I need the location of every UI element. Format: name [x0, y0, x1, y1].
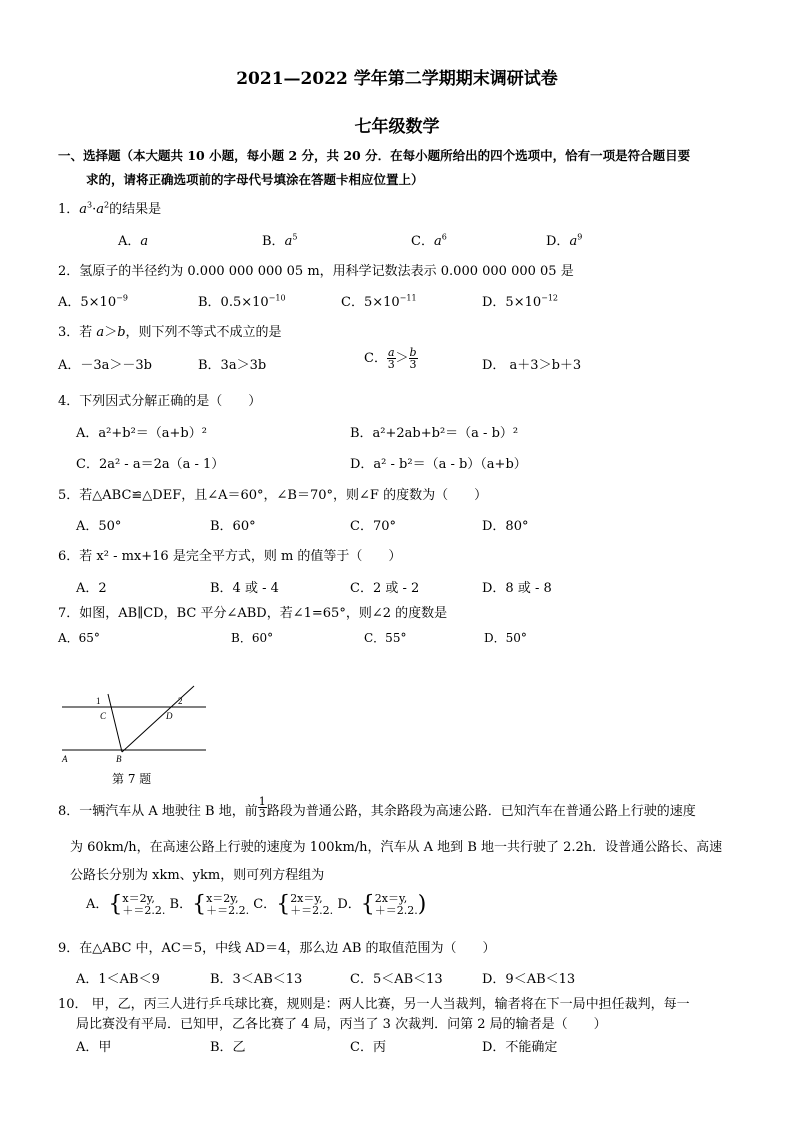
q4-option-d: D．a² - b²＝（a - b）（a+b）: [350, 457, 527, 472]
q2-option-d: D．$5\times 10^{-12}$: [482, 293, 559, 310]
q6-option-b: B．4 或 - 4: [210, 581, 279, 596]
q9-option-a: A．1＜AB＜9: [76, 972, 160, 987]
q8-line2: 为 60km/h，在高速公路上行驶的速度为 100km/h，汽车从 A 地到 B 地一共行驶了 2.2h．设普通公路长、高速: [70, 840, 723, 855]
q8-option-c: C．{ 2x＝y, ＋＝2.2.: [253, 891, 334, 917]
q7-option-b: B．60°: [231, 631, 274, 645]
q10-option-c: C．丙: [350, 1040, 386, 1055]
q7-option-d: D．50°: [484, 631, 527, 645]
q8-option-b: B．{ x＝2y, ＋＝2.2.: [169, 891, 250, 917]
q4-stem: 4．下列因式分解正确的是（ ）: [58, 394, 262, 409]
q10-option-a: A．甲: [76, 1040, 112, 1055]
q9-option-d: D．9＜AB＜13: [482, 972, 576, 987]
label-angle-2: 2: [178, 696, 183, 706]
q4-option-b: B．a²+2ab+b²＝（a - b）²: [350, 426, 519, 441]
q10-line1: 10． 甲，乙，丙三人进行乒乓球比赛，规则是：两人比赛，另一人当裁判，输者将在下一局中担任裁判，每一: [58, 997, 690, 1012]
q2-stem: 2．氢原子的半径约为 0.000 000 000 05 m，用科学记数法表示 0.000 000 000 05 是: [58, 264, 574, 279]
exam-title: 2021—2022 学年第二学期期末调研试卷: [236, 69, 558, 89]
label-angle-1: 1: [96, 696, 101, 706]
q6-option-c: C．2 或 - 2: [350, 581, 420, 596]
q3-stem: 3．若 a＞b，则下列不等式不成立的是: [58, 325, 282, 340]
q6-stem: 6．若 x² - mx+16 是完全平方式，则 m 的值等于（ ）: [58, 549, 402, 564]
q6-option-d: D．8 或 - 8: [482, 581, 552, 596]
q2-option-b: B．$0.5\times 10^{-10}$: [198, 293, 286, 310]
q10-line2: 局比赛没有平局．已知甲，乙各比赛了 4 局，丙当了 3 次裁判．问第 2 局的输者是（ ）: [76, 1017, 607, 1032]
q4-option-a: A．a²+b²＝（a+b）²: [76, 426, 207, 441]
q1-option-d: D．$a^9$: [546, 232, 583, 249]
section-instructions-line1: 一、选择题（本大题共 10 小题，每小题 2 分，共 20 分．在每小题所给出的四个选项中，恰有一项是符合题目要: [58, 148, 691, 163]
q10-option-b: B．乙: [210, 1040, 246, 1055]
q3-option-d: D． a＋3＞b＋3: [482, 358, 582, 373]
q8-option-d: D．{ 2x＝y, ＋＝2.2. ): [337, 891, 427, 917]
q5-option-b: B．60°: [210, 519, 256, 534]
q8-line3: 公路长分别为 xkm、ykm，则可列方程组为: [70, 868, 325, 883]
q2-option-a: A．$5\times 10^{-9}$: [58, 293, 128, 310]
q5-option-a: A．50°: [76, 519, 122, 534]
q1-option-b: B．$a^5$: [262, 232, 298, 249]
q1-stem: 1．$a^3\cdot a^2$的结果是: [58, 200, 162, 217]
label-point-a: A: [62, 754, 68, 764]
q4-option-c: C．2a² - a＝2a（a - 1）: [76, 457, 225, 472]
q7-option-c: C．55°: [364, 631, 407, 645]
q7-stem: 7．如图，AB∥CD，BC 平分∠ABD，若∠1=65°，则∠2 的度数是: [58, 606, 448, 621]
q8-line1: 8．一辆汽车从 A 地驶往 B 地，前 $\frac{1}{3}$ 路段为普通公路，其余路段为高速公路．已知汽车在普通公路上行驶的速度: [58, 795, 696, 820]
q7-figure-caption: 第 7 题: [112, 772, 152, 786]
label-point-d: D: [166, 711, 173, 721]
q10-option-d: D．不能确定: [482, 1040, 558, 1055]
q3-option-b: B．3a＞3b: [198, 358, 267, 373]
q8-options: [86, 892, 426, 917]
q5-option-c: C．70°: [350, 519, 396, 534]
q1-option-c: C．$a^6$: [411, 232, 447, 249]
q5-stem: 5．若△ABC≌△DEF，且∠A＝60°，∠B＝70°，则∠F 的度数为（ ）: [58, 488, 488, 503]
label-point-c: C: [100, 711, 107, 721]
q8-option-a: A．{ x＝2y, ＋＝2.2.: [86, 891, 166, 917]
q7-option-a: A．65°: [58, 631, 100, 645]
line-bc: [108, 694, 122, 752]
q1-option-a: A．a: [118, 234, 149, 249]
q3-option-c: C． $\frac{a}{3}$ ＞ $\frac{b}{3}$: [364, 346, 417, 371]
line-bd: [122, 686, 194, 752]
q2-option-c: C．$5\times 10^{-11}$: [341, 293, 417, 310]
q9-option-b: B．3＜AB＜13: [210, 972, 303, 987]
q5-option-d: D．80°: [482, 519, 529, 534]
exam-subtitle: 七年级数学: [354, 117, 440, 137]
q9-option-c: C．5＜AB＜13: [350, 972, 443, 987]
q9-stem: 9．在△ABC 中，AC＝5，中线 AD＝4，那么边 AB 的取值范围为（ ）: [58, 941, 496, 956]
section-instructions-line2: 求的，请将正确选项前的字母代号填涂在答题卡相应位置上）: [86, 172, 424, 187]
q6-option-a: A．2: [76, 581, 107, 596]
q7-figure: [58, 680, 218, 770]
q3-option-a: A．－3a＞－3b: [58, 358, 153, 373]
label-point-b: B: [116, 754, 122, 764]
